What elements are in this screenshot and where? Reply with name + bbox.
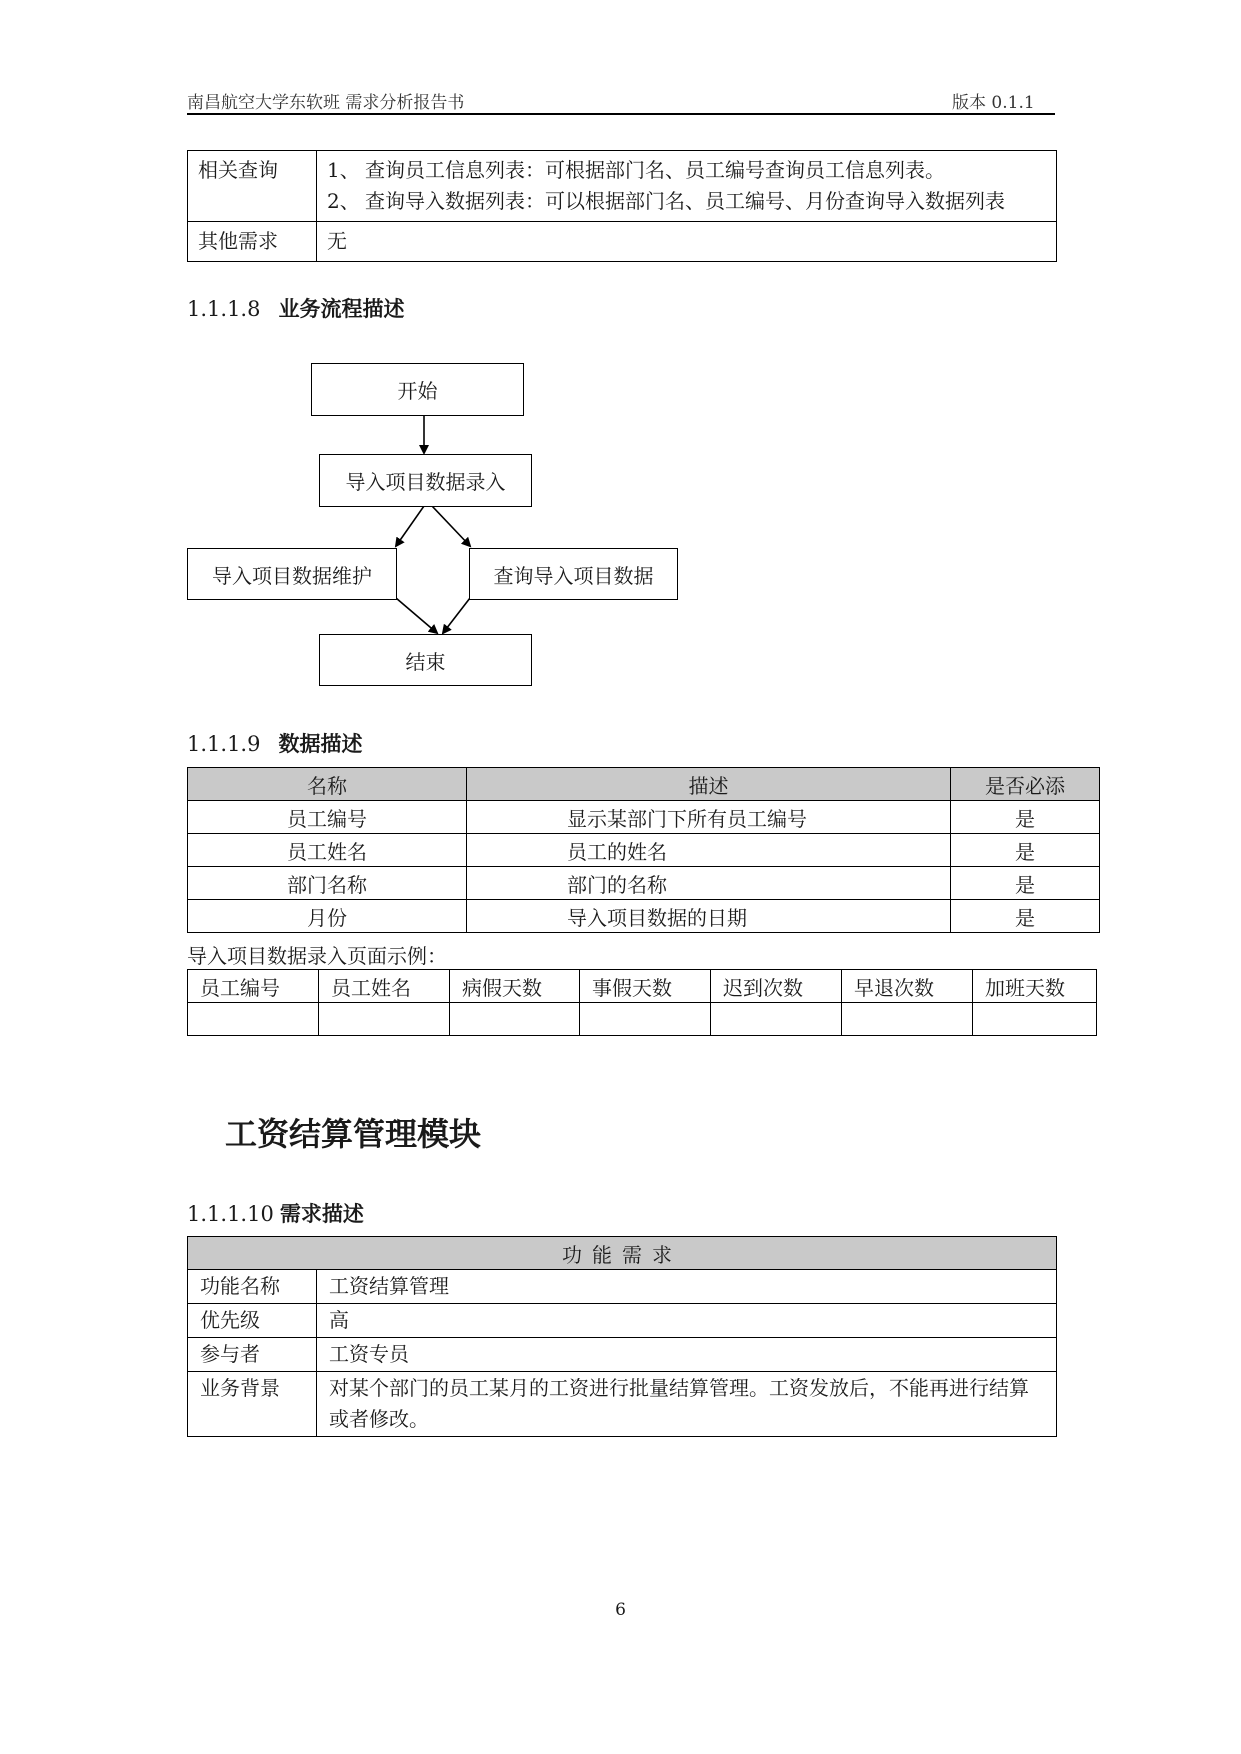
header-title: 南昌航空大学东软班 需求分析报告书 [187, 93, 465, 113]
empty-cell [188, 1003, 319, 1036]
section-number: 1.1.1.8 [187, 297, 261, 321]
cell-name: 员工编号 [188, 801, 467, 834]
flow-end-node: 结束 [319, 634, 532, 686]
empty-cell [711, 1003, 842, 1036]
column-header: 事假天数 [580, 970, 711, 1003]
list-number: 2、 [327, 189, 360, 213]
empty-cell [450, 1003, 580, 1036]
column-header: 早退次数 [842, 970, 973, 1003]
section-number: 1.1.1.9 [187, 732, 261, 756]
row-value: 对某个部门的员工某月的工资进行批量结算管理。工资发放后，不能再进行结算或者修改。 [317, 1372, 1057, 1437]
list-text: 查询员工信息列表：可根据部门名、员工编号查询员工信息列表。 [365, 158, 945, 182]
row-label: 功能名称 [188, 1270, 317, 1304]
cell-required: 是 [951, 867, 1100, 900]
row-label: 相关查询 [188, 151, 317, 222]
table-row [188, 1338, 1057, 1372]
table-title: 功能需求 [188, 1237, 1057, 1270]
list-text: 查询导入数据列表：可以根据部门名、员工编号、月份查询导入数据列表 [365, 189, 1005, 213]
cell-required: 是 [951, 801, 1100, 834]
section-number: 1.1.1.10 [187, 1202, 274, 1226]
empty-cell [842, 1003, 973, 1036]
section-heading-data [187, 728, 362, 758]
table-header-row [188, 970, 1097, 1003]
table-header-row [188, 768, 1100, 801]
column-header: 加班天数 [973, 970, 1097, 1003]
page-number: 6 [615, 1600, 626, 1620]
table-row [188, 1304, 1057, 1338]
table-row [188, 1003, 1097, 1036]
arrow-query-end [443, 598, 470, 633]
flow-maintain-node: 导入项目数据维护 [187, 548, 397, 600]
column-header: 员工姓名 [319, 970, 450, 1003]
column-header: 是否必添 [951, 768, 1100, 801]
table-header-row [188, 1237, 1057, 1270]
cell-required: 是 [951, 834, 1100, 867]
column-header: 描述 [467, 768, 951, 801]
cell-required: 是 [951, 900, 1100, 933]
table-row [188, 1270, 1057, 1304]
list-number: 1、 [327, 158, 360, 182]
flow-entry-node: 导入项目数据录入 [319, 454, 532, 507]
column-header: 员工编号 [188, 970, 319, 1003]
cell-name: 月份 [188, 900, 467, 933]
row-value: 工资专员 [317, 1338, 1057, 1372]
row-value: 工资结算管理 [317, 1270, 1057, 1304]
empty-cell [319, 1003, 450, 1036]
cell-name: 部门名称 [188, 867, 467, 900]
section-heading-req [187, 1198, 364, 1228]
data-description-table [187, 767, 1100, 933]
column-header: 病假天数 [450, 970, 580, 1003]
row-label: 业务背景 [188, 1372, 317, 1437]
arrow-maintain-end [396, 598, 437, 633]
table-row [188, 867, 1100, 900]
table-row [188, 834, 1100, 867]
empty-cell [580, 1003, 711, 1036]
example-caption: 导入项目数据录入页面示例： [187, 944, 447, 968]
module-title: 工资结算管理模块 [225, 1115, 482, 1153]
arrow-entry-maintain [396, 506, 424, 546]
cell-description: 部门的名称 [467, 867, 951, 900]
section-title: 数据描述 [278, 731, 363, 756]
flow-start-node: 开始 [311, 363, 524, 416]
cell-name: 员工姓名 [188, 834, 467, 867]
arrow-entry-query [432, 506, 470, 546]
section-title: 业务流程描述 [278, 296, 405, 321]
requirement-table [187, 1236, 1057, 1437]
table-row [188, 1372, 1057, 1437]
example-form-table [187, 969, 1097, 1036]
cell-description: 员工的姓名 [467, 834, 951, 867]
header-version: 版本 0.1.1 [952, 93, 1035, 113]
cell-description: 导入项目数据的日期 [467, 900, 951, 933]
row-value: 无 [317, 222, 1057, 262]
row-label: 优先级 [188, 1304, 317, 1338]
cell-description: 显示某部门下所有员工编号 [467, 801, 951, 834]
row-value: 高 [317, 1304, 1057, 1338]
row-label: 其他需求 [188, 222, 317, 262]
column-header: 名称 [188, 768, 467, 801]
table-row [188, 900, 1100, 933]
empty-cell [973, 1003, 1097, 1036]
section-title: 需求描述 [279, 1201, 364, 1226]
flow-query-node: 查询导入项目数据 [469, 548, 678, 600]
row-label: 参与者 [188, 1338, 317, 1372]
column-header: 迟到次数 [711, 970, 842, 1003]
table-row [188, 801, 1100, 834]
